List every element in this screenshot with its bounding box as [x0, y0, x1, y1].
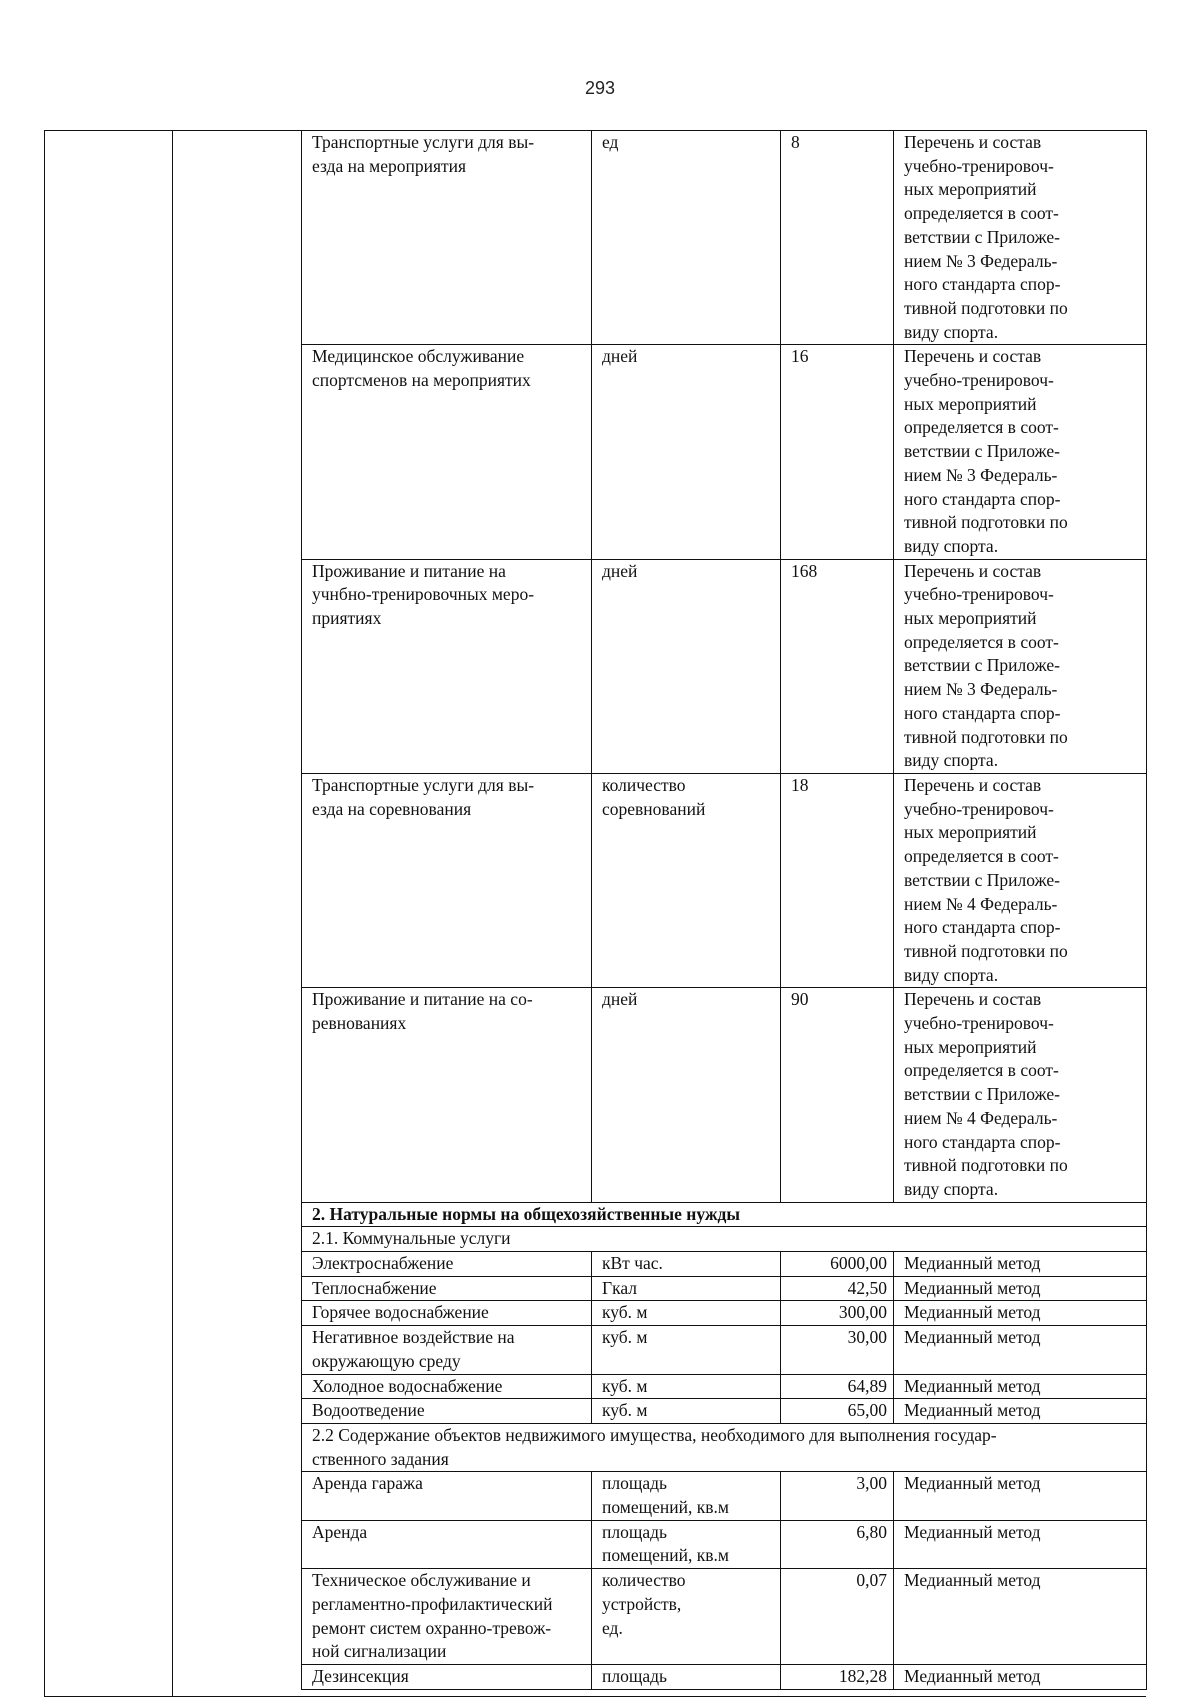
- value-cell: 16: [781, 345, 894, 559]
- table-row: [302, 131, 1147, 345]
- method-cell: Медианный метод: [894, 1399, 1147, 1424]
- unit-cell: дней: [592, 559, 781, 773]
- unit-cell: количество устройств, ед.: [592, 1569, 781, 1665]
- table-row: [302, 559, 1147, 773]
- table-row: [302, 1252, 1147, 1277]
- value-cell: 42,50: [781, 1276, 894, 1301]
- utility-name: Негативное воздействие на окружающую среду: [302, 1326, 592, 1374]
- table-row: [302, 1665, 1147, 1690]
- cost-item-name: Проживание и питание на со- ревнованиях: [302, 988, 592, 1202]
- unit-cell: куб. м: [592, 1301, 781, 1326]
- value-cell: 6000,00: [781, 1252, 894, 1277]
- table-row: [302, 1326, 1147, 1374]
- value-cell: 64,89: [781, 1374, 894, 1399]
- unit-cell: куб. м: [592, 1374, 781, 1399]
- method-cell: Медианный метод: [894, 1472, 1147, 1520]
- unit-cell: площадь помещений, кв.м: [592, 1472, 781, 1520]
- property-item-name: Аренда гаража: [302, 1472, 592, 1520]
- unit-cell: площадь помещений, кв.м: [592, 1520, 781, 1568]
- unit-cell: куб. м: [592, 1399, 781, 1424]
- value-cell: 0,07: [781, 1569, 894, 1665]
- method-cell: Медианный метод: [894, 1520, 1147, 1568]
- norms-table: [301, 130, 1147, 1690]
- value-cell: 300,00: [781, 1301, 894, 1326]
- value-cell: 65,00: [781, 1399, 894, 1424]
- unit-cell: площадь: [592, 1665, 781, 1690]
- outer-table-top-border: [44, 130, 302, 131]
- cost-item-name: Проживание и питание на учнбно-тренировочных меро- приятиях: [302, 559, 592, 773]
- method-cell: Медианный метод: [894, 1301, 1147, 1326]
- section-heading-row: [302, 1423, 1147, 1471]
- value-cell: 168: [781, 559, 894, 773]
- table-row: [302, 1276, 1147, 1301]
- method-cell: Медианный метод: [894, 1326, 1147, 1374]
- property-item-name: Техническое обслуживание и регламентно-профилактический ремонт систем охранно-тревож- ной сигнализации: [302, 1569, 592, 1665]
- value-cell: 90: [781, 988, 894, 1202]
- value-cell: 182,28: [781, 1665, 894, 1690]
- table-row: [302, 1569, 1147, 1665]
- section-2-1-title: 2.1. Коммунальные услуги: [302, 1227, 1147, 1252]
- unit-cell: дней: [592, 988, 781, 1202]
- table-row: [302, 988, 1147, 1202]
- unit-cell: куб. м: [592, 1326, 781, 1374]
- outer-column-border-1: [44, 130, 45, 1697]
- property-item-name: Аренда: [302, 1520, 592, 1568]
- note-cell: Перечень и состав учебно-тренировоч- ных мероприятий определяется в соот- ветствии с Приложе- нием № 3 Федераль- ного стандарта спор- тивной подготовки по виду спорта.: [894, 559, 1147, 773]
- note-cell: Перечень и состав учебно-тренировоч- ных мероприятий определяется в соот- ветствии с Приложе- нием № 3 Федераль- ного стандарта спор- тивной подготовки по виду спорта.: [894, 131, 1147, 345]
- table-row: [302, 1399, 1147, 1424]
- note-cell: Перечень и состав учебно-тренировоч- ных мероприятий определяется в соот- ветствии с Приложе- нием № 4 Федераль- ного стандарта спор- тивной подготовки по виду спорта.: [894, 988, 1147, 1202]
- cost-item-name: Транспортные услуги для вы- езда на соревнования: [302, 773, 592, 987]
- method-cell: Медианный метод: [894, 1374, 1147, 1399]
- property-item-name: Дезинсекция: [302, 1665, 592, 1690]
- utility-name: Горячее водоснабжение: [302, 1301, 592, 1326]
- unit-cell: ед: [592, 131, 781, 345]
- value-cell: 30,00: [781, 1326, 894, 1374]
- unit-cell: количество соревнований: [592, 773, 781, 987]
- table-row: [302, 1374, 1147, 1399]
- cost-item-name: Медицинское обслуживание спортсменов на мероприятих: [302, 345, 592, 559]
- table-row: [302, 1520, 1147, 1568]
- utility-name: Холодное водоснабжение: [302, 1374, 592, 1399]
- table-row: [302, 1472, 1147, 1520]
- value-cell: 18: [781, 773, 894, 987]
- method-cell: Медианный метод: [894, 1665, 1147, 1690]
- unit-cell: кВт час.: [592, 1252, 781, 1277]
- section-2-title: 2. Натуральные нормы на общехозяйственные нужды: [302, 1202, 1147, 1227]
- method-cell: Медианный метод: [894, 1252, 1147, 1277]
- method-cell: Медианный метод: [894, 1569, 1147, 1665]
- table-row: [302, 345, 1147, 559]
- utility-name: Водоотведение: [302, 1399, 592, 1424]
- unit-cell: дней: [592, 345, 781, 559]
- cost-item-name: Транспортные услуги для вы- езда на мероприятия: [302, 131, 592, 345]
- table-row: [302, 1301, 1147, 1326]
- utility-name: Электроснабжение: [302, 1252, 592, 1277]
- section-heading-row: [302, 1202, 1147, 1227]
- section-2-2-title: 2.2 Содержание объектов недвижимого имущества, необходимого для выполнения государ- ственного задания: [302, 1423, 1147, 1471]
- method-cell: Медианный метод: [894, 1276, 1147, 1301]
- note-cell: Перечень и состав учебно-тренировоч- ных мероприятий определяется в соот- ветствии с Приложе- нием № 3 Федераль- ного стандарта спор- тивной подготовки по виду спорта.: [894, 345, 1147, 559]
- value-cell: 6,80: [781, 1520, 894, 1568]
- utility-name: Теплоснабжение: [302, 1276, 592, 1301]
- unit-cell: Гкал: [592, 1276, 781, 1301]
- table-row: [302, 773, 1147, 987]
- note-cell: Перечень и состав учебно-тренировоч- ных мероприятий определяется в соот- ветствии с Приложе- нием № 4 Федераль- ного стандарта спор- тивной подготовки по виду спорта.: [894, 773, 1147, 987]
- section-heading-row: [302, 1227, 1147, 1252]
- outer-column-border-2: [172, 130, 173, 1697]
- value-cell: 8: [781, 131, 894, 345]
- value-cell: 3,00: [781, 1472, 894, 1520]
- page-number: 293: [584, 78, 616, 98]
